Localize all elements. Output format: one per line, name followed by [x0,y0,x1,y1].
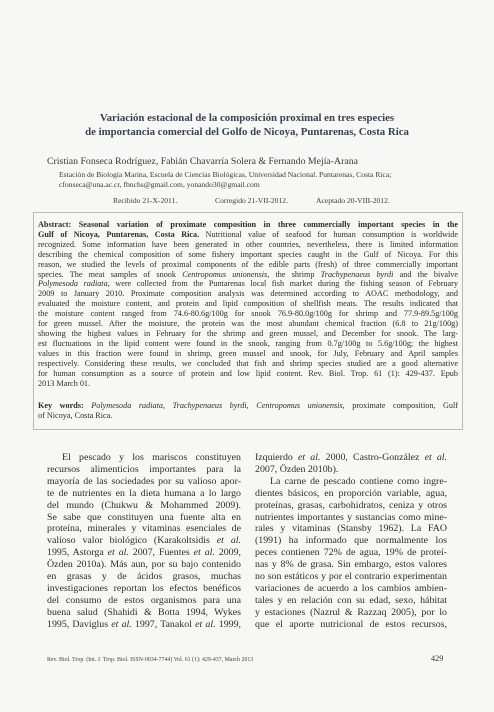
body-column-right-line: proteínas, grasas, carbohidratos, ceniza y otros [255,499,447,511]
body-column-left-italic-run: et al. [195,618,216,630]
body-column-left-italic-run: et al. [107,547,129,559]
corrected-date: Corregido 21-VII-2012. [215,196,288,205]
body-column-left-plain-run: 1999, [215,618,241,630]
body-column-left-paragraph [47,452,241,631]
body-column-right-line [255,452,447,464]
abstract-text-plain-run: species. The meat samples of snook [38,269,183,279]
manuscript-dates [0,196,494,206]
abstract-text-plain-run: , were collected from the Puntarenas local fish market during the fishing season of February [107,279,458,289]
body-column-right-line: nas y 8% de grasa. Sin embargo, estos valores [255,559,447,571]
footer-citation: Rev. Biol. Trop. (Int. J. Trop. Biol. ISSN-0034-7744) Vol. 61 (1): 429-437, March 2013 [47,657,254,663]
body-column-right-paragraph [255,476,447,631]
body-column-left [47,452,241,631]
abstract-text-line: showing the highest values in February for the shrimp and green mussel, and December for snook. The larg- [38,328,458,338]
abstract-text-line: est fluctuations in the lipid content were found in the snook, ranging from 0.7g/100g to 5.6g/100g; the highest [38,338,458,348]
body-column-right-plain-run: 2000, Castro-González [320,452,425,463]
body-column-left-plain-run: 2007, Fuentes [128,547,194,559]
body-column-left-plain-run: valioso valor biológico (Karakoltsidis [47,535,217,547]
body-column-right-italic-run: et al. [424,452,448,463]
body-column-left-line: te de nutrientes en la dieta humana a lo largo [47,487,241,499]
body-column-right-line: 2007, Özden 2010b). [255,463,339,475]
body-column-left-plain-run: 2009, [214,547,241,559]
body-column-left-line: proteína, minerales y vitaminas esenciales de [47,523,241,535]
body-column-left-line: buena salud (Shahidi & Botta 1994, Wykes [47,606,241,618]
body-column-left-line [47,535,241,547]
abstract-text-plain-run: , the shrimp [267,269,321,279]
keywords-plain-run: , proximate composition, Gulf [342,401,459,411]
abstract-text-italic-run: Polymesoda radiata [38,279,108,289]
body-column-left-line [47,619,241,631]
abstract-text-italic-run: Centropomus unionensis [182,269,268,279]
abstract-text-line [38,220,458,230]
keywords-line: of Nicoya, Costa Rica. [38,411,113,420]
body-column-right [255,452,447,631]
abstract-text-bold-run: Abstract: Seasonal variation of proximate composition in three commercially important species in the [38,220,458,229]
affiliation-institution: Estación de Biología Marina, Escuela de Ciencias Biológicas, Universidad Nacional. Puntarenas, Costa Rica; [59,170,392,179]
abstract-text-line: the moisture content ranged from 74.6-80.6g/100g for snook 76.9-80.0g/100g for shrimp and 77.9-89.5g/100g [38,309,458,319]
body-column-left-plain-run: 1995, Astorga [47,547,108,559]
abstract-text-italic-run: Trachypenaeus byrdi [320,269,394,279]
accepted-date: Aceptado 20-VIII-2012. [316,196,390,205]
abstract-text [38,220,458,388]
abstract-text-line: evaluated the moisture content, and protein and lipid composition of shellfish meats. The results indicated that [38,299,458,309]
abstract-text-paragraph [38,220,458,388]
body-column-left-italic-run: et al. [111,618,132,630]
abstract-text-bold-run: Gulf of Nicoya, Puntarenas, Costa Rica. [38,229,200,239]
body-column-left-plain-run: 1997, Tanakol [131,618,196,630]
body-column-right-line: nutrientes importantes y sustancias como mine- [255,511,447,523]
body-column-left-italic-run: et al. [193,547,215,559]
body-column-left-line: del consumo de estos organismos para una [47,594,241,606]
body-column-right-line: rales y vitaminas (Stansby 1962). La FAO [255,523,447,535]
abstract-text-line: values in this fraction were found in shrimp, green mussel and snook, for July, February and April samples [38,348,458,358]
body-column-left-italic-run: et al. [216,535,241,547]
abstract-text-plain-run: Nutritional value of seafood for human consumption is worldwide [199,229,458,239]
body-column-left-line: Özden 2010a). Más aun, por su bajo contenido [47,559,241,571]
abstract-text-line: respectively. Considering these results, we concluded that fish and shrimp species studied are a good alternative [38,358,458,368]
abstract-box [33,212,463,430]
body-column-right-italic-run: et al. [298,452,321,463]
abstract-text-line: for human consumption as a source of protein and low lipid content. Rev. Biol. Trop. 61 (1): 429-437. Epub [38,368,458,378]
body-column-left-line: mayoría de las sociedades por su valioso apor- [47,475,241,487]
body-column-right-line: (1991) ha informado que normalmente los [255,535,447,547]
body-column-right-line: peces contienen 72% de agua, 19% de proteí- [255,547,447,559]
keywords-line [38,401,458,411]
keywords-italic-run: Polymesoda radiata [91,401,163,411]
keywords [38,401,458,421]
page-number: 429 [431,654,444,663]
body-column-left-line: El pescado y los mariscos constituyen [62,452,241,463]
body-column-left-line: del mundo (Chukwu & Mohammed 2009). [47,499,241,511]
abstract-text-line: describing the chemical composition of some fishery important species caught in the Gulf of Nicoya. For this [38,249,458,259]
body-column-right-line: dientes básicos, en proporción variable, agua, [255,487,447,499]
abstract-text-line [38,230,458,240]
abstract-text-line [38,270,458,280]
abstract-text-line: reason, we studied the levels of proximal components of the edible parts (fresh) of three commercially important [38,259,458,269]
keywords-paragraph [38,401,458,421]
body-column-left-line: investigaciones reportan los efectos benéficos [47,582,241,594]
abstract-text-plain-run: and the bivalve [393,269,458,279]
affiliation-emails: cfonseca@una.ac.cr, fbnchs@gmail.com, yonando30@gmail.com [59,179,260,189]
body-column-left-line: Se sabe que constituyen una fuente alta en [47,511,241,523]
article-title [0,111,494,139]
keywords-bold-run: Key words: [38,401,84,411]
body-column-right-line: variaciones de acuerdo a los cambios ambien- [255,582,447,594]
body-column-right-line: La carne de pescado contiene como ingre- [270,475,447,487]
keywords-italic-run: Trachypenaeus byrdi [172,401,247,411]
affiliation [59,170,391,189]
body-column-right-line: no son estáticos y por el contrario experimentan [255,571,447,583]
body-column-right-line: que el aporte nutricional de estos recursos, [255,618,447,630]
article-title-line: de importancia comercial del Golfo de Nicoya, Puntarenas, Costa Rica [85,126,409,138]
body-column-right-line: tales y en relación con su edad, sexo, hábitat [255,594,447,606]
body-column-right-line: y estaciones (Nazrul & Razzaq 2005), por lo [255,606,447,618]
received-date: Recibido 21-X-2011. [113,196,178,205]
abstract-text-line: 2009 to January 2010. Proximate composition analysis was determined according to AOAC methodology, and [38,289,458,299]
abstract-text-line: for green mussel. After the moisture, the protein was the most abundant chemical fraction (6.8 to 21g/100g) [38,319,458,329]
keywords-italic-run: Centropomus unionensis [256,401,343,411]
body-column-left-plain-run: 1995, Daviglus [47,618,112,630]
article-title-line: Variación estacional de la composición proximal en tres especies [99,112,395,124]
body-column-left-line [47,547,241,559]
author-list: Cristian Fonseca Rodríguez, Fabián Chavarría Solera & Fernando Mejía-Arana [47,156,358,167]
body-column-right-plain-run: Izquierdo [255,452,299,463]
body-column-right-paragraph [255,452,447,476]
abstract-text-line: recognized. Some information have been generated in other countries, nevertheless, there is limited information [38,239,458,249]
keywords-plain-run: , [162,401,173,411]
abstract-text-line: 2013 March 01. [38,378,91,388]
body-column-left-line: recursos alimenticios importantes para la [47,463,241,475]
abstract-text-line [38,279,458,289]
body-column-left-line: en grasas y de ácidos grasos, muchas [47,571,241,583]
keywords-plain-run: , [246,401,257,411]
